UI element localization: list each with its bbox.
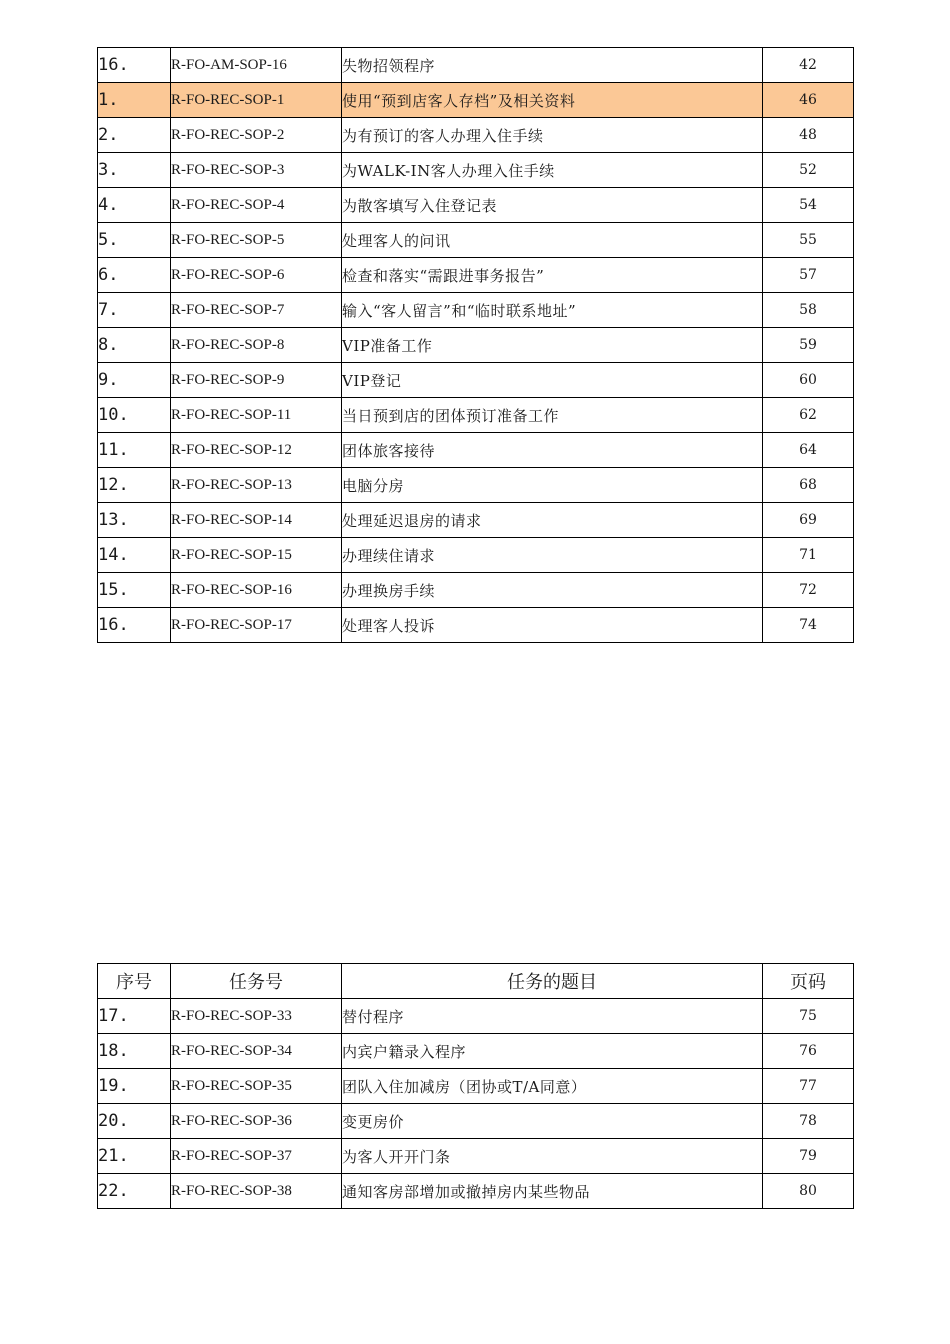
table-row <box>98 608 854 643</box>
row-number: 15. <box>98 573 171 608</box>
table-row-highlighted <box>98 83 854 118</box>
header-row <box>98 964 854 999</box>
table-row <box>98 573 854 608</box>
task-code: R-FO-REC-SOP-1 <box>171 83 342 118</box>
page-number: 55 <box>763 223 854 258</box>
task-title: 为WALK-IN客人办理入住手续 <box>342 153 763 188</box>
table-row <box>98 1034 854 1069</box>
page-number: 79 <box>763 1139 854 1174</box>
table-row <box>98 398 854 433</box>
table-row <box>98 538 854 573</box>
table-row <box>98 328 854 363</box>
task-code: R-FO-REC-SOP-38 <box>171 1174 342 1209</box>
table-row <box>98 433 854 468</box>
task-code: R-FO-REC-SOP-4 <box>171 188 342 223</box>
row-number: 1. <box>98 83 171 118</box>
page-number: 52 <box>763 153 854 188</box>
page-number: 57 <box>763 258 854 293</box>
task-code: R-FO-REC-SOP-17 <box>171 608 342 643</box>
row-number: 16. <box>98 608 171 643</box>
task-title: VIP登记 <box>342 363 763 398</box>
page-number: 68 <box>763 468 854 503</box>
table-row <box>98 153 854 188</box>
row-number: 10. <box>98 398 171 433</box>
task-title: 电脑分房 <box>342 468 763 503</box>
table-row <box>98 48 854 83</box>
task-title: 为客人开开门条 <box>342 1139 763 1174</box>
page-number: 48 <box>763 118 854 153</box>
task-title: 办理续住请求 <box>342 538 763 573</box>
row-number: 7. <box>98 293 171 328</box>
table-row <box>98 293 854 328</box>
toc-table-2-body <box>98 999 854 1209</box>
row-number: 20. <box>98 1104 171 1139</box>
row-number: 3. <box>98 153 171 188</box>
task-code: R-FO-REC-SOP-35 <box>171 1069 342 1104</box>
task-title: 当日预到店的团体预订准备工作 <box>342 398 763 433</box>
task-code: R-FO-REC-SOP-2 <box>171 118 342 153</box>
page-number: 80 <box>763 1174 854 1209</box>
page-number: 42 <box>763 48 854 83</box>
task-title: 使用“预到店客人存档”及相关资料 <box>342 83 763 118</box>
page-number: 76 <box>763 1034 854 1069</box>
page-number: 72 <box>763 573 854 608</box>
task-code: R-FO-REC-SOP-13 <box>171 468 342 503</box>
task-code: R-FO-REC-SOP-5 <box>171 223 342 258</box>
task-title: 替付程序 <box>342 999 763 1034</box>
row-number: 19. <box>98 1069 171 1104</box>
task-code: R-FO-REC-SOP-34 <box>171 1034 342 1069</box>
task-code: R-FO-REC-SOP-37 <box>171 1139 342 1174</box>
row-number: 14. <box>98 538 171 573</box>
header-code: 任务号 <box>171 964 342 999</box>
row-number: 18. <box>98 1034 171 1069</box>
task-code: R-FO-REC-SOP-9 <box>171 363 342 398</box>
page-number: 77 <box>763 1069 854 1104</box>
task-code: R-FO-REC-SOP-12 <box>171 433 342 468</box>
page-number: 60 <box>763 363 854 398</box>
row-number: 17. <box>98 999 171 1034</box>
page-number: 54 <box>763 188 854 223</box>
table-row <box>98 363 854 398</box>
row-number: 22. <box>98 1174 171 1209</box>
table-row <box>98 1139 854 1174</box>
table-row <box>98 1069 854 1104</box>
task-title: 处理客人投诉 <box>342 608 763 643</box>
page-number: 64 <box>763 433 854 468</box>
toc-table-2 <box>97 963 854 1209</box>
task-title: 检查和落实“需跟进事务报告” <box>342 258 763 293</box>
task-title: 为散客填写入住登记表 <box>342 188 763 223</box>
task-title: 失物招领程序 <box>342 48 763 83</box>
row-number: 9. <box>98 363 171 398</box>
page-number: 62 <box>763 398 854 433</box>
row-number: 6. <box>98 258 171 293</box>
table-row <box>98 223 854 258</box>
table-row <box>98 258 854 293</box>
task-code: R-FO-REC-SOP-15 <box>171 538 342 573</box>
task-code: R-FO-REC-SOP-16 <box>171 573 342 608</box>
task-title: 通知客房部增加或撤掉房内某些物品 <box>342 1174 763 1209</box>
task-title: 处理客人的问讯 <box>342 223 763 258</box>
page-number: 69 <box>763 503 854 538</box>
table-row <box>98 188 854 223</box>
page-number: 59 <box>763 328 854 363</box>
task-title: 内宾户籍录入程序 <box>342 1034 763 1069</box>
page-number: 75 <box>763 999 854 1034</box>
table-row <box>98 1104 854 1139</box>
row-number: 21. <box>98 1139 171 1174</box>
row-number: 2. <box>98 118 171 153</box>
task-code: R-FO-REC-SOP-14 <box>171 503 342 538</box>
task-title: 团体旅客接待 <box>342 433 763 468</box>
page-number: 46 <box>763 83 854 118</box>
header-title: 任务的题目 <box>342 964 763 999</box>
table-row <box>98 118 854 153</box>
table-row <box>98 503 854 538</box>
task-title: 变更房价 <box>342 1104 763 1139</box>
task-code: R-FO-REC-SOP-3 <box>171 153 342 188</box>
task-title: 处理延迟退房的请求 <box>342 503 763 538</box>
task-code: R-FO-REC-SOP-6 <box>171 258 342 293</box>
table-row <box>98 468 854 503</box>
row-number: 5. <box>98 223 171 258</box>
row-number: 8. <box>98 328 171 363</box>
task-code: R-FO-REC-SOP-33 <box>171 999 342 1034</box>
task-code: R-FO-REC-SOP-7 <box>171 293 342 328</box>
page-number: 71 <box>763 538 854 573</box>
page-number: 74 <box>763 608 854 643</box>
page-number: 78 <box>763 1104 854 1139</box>
toc-table-1 <box>97 47 854 643</box>
task-code: R-FO-REC-SOP-11 <box>171 398 342 433</box>
task-title: 输入“客人留言”和“临时联系地址” <box>342 293 763 328</box>
row-number: 16. <box>98 48 171 83</box>
table-row <box>98 999 854 1034</box>
row-number: 11. <box>98 433 171 468</box>
table-row <box>98 1174 854 1209</box>
row-number: 13. <box>98 503 171 538</box>
task-title: VIP准备工作 <box>342 328 763 363</box>
header-seq: 序号 <box>98 964 171 999</box>
task-title: 为有预订的客人办理入住手续 <box>342 118 763 153</box>
header-page: 页码 <box>763 964 854 999</box>
page-number: 58 <box>763 293 854 328</box>
row-number: 4. <box>98 188 171 223</box>
task-code: R-FO-AM-SOP-16 <box>171 48 342 83</box>
toc-table-1-body <box>98 48 854 643</box>
task-code: R-FO-REC-SOP-8 <box>171 328 342 363</box>
task-title: 办理换房手续 <box>342 573 763 608</box>
toc-table-2-header <box>98 964 854 999</box>
task-title: 团队入住加减房（团协或T/A同意） <box>342 1069 763 1104</box>
row-number: 12. <box>98 468 171 503</box>
task-code: R-FO-REC-SOP-36 <box>171 1104 342 1139</box>
